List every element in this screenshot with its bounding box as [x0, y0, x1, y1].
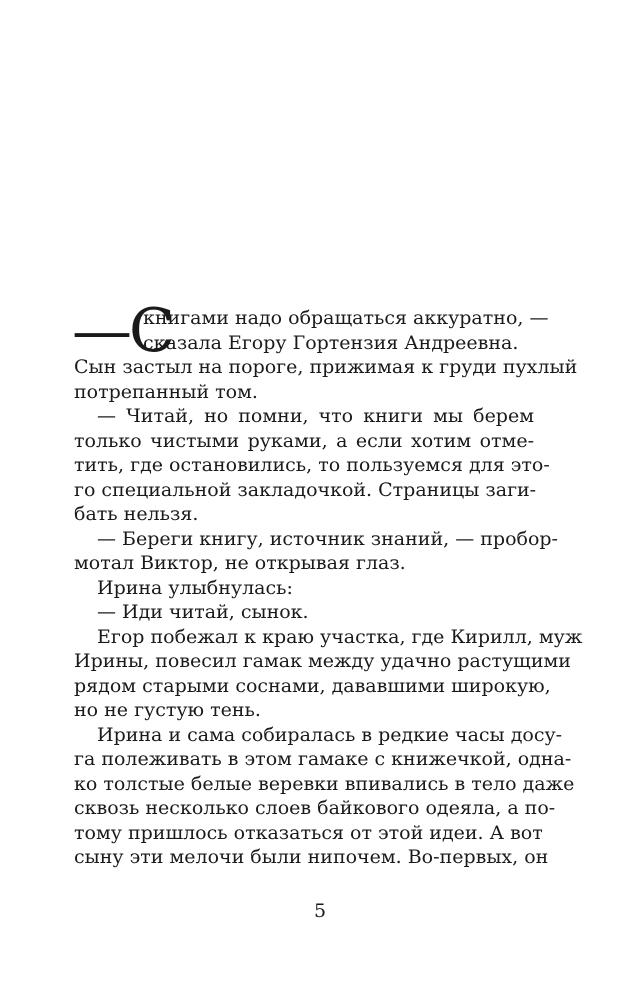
text-line: сказала Егору Гортензия Андреевна.	[143, 331, 519, 354]
text-line: — Иди читай, сынок.	[97, 601, 309, 623]
chapter-text	[72, 296, 583, 870]
text-line: мотал Виктор, не открывая глаз.	[74, 552, 406, 574]
text-line: го специальной закладочкой. Страницы заги-	[74, 478, 537, 501]
text-line: сыну эти мелочи были нипочем. Во-первых, он	[74, 846, 549, 868]
text-line: — Читай, но помни, что книги мы берем	[97, 405, 534, 427]
text-line: Ирина улыбнулась:	[97, 576, 293, 599]
text-line: Сын застыл на пороге, прижимая к груди пухлый	[74, 356, 578, 378]
text-line: рядом старыми соснами, дававшими широкую,	[74, 674, 551, 697]
opening-paragraph	[72, 296, 549, 366]
text-line: га полеживать в этом гамаке с книжечкой, одна-	[74, 748, 572, 770]
text-line: Ирины, повесил гамак между удачно растущими	[74, 650, 571, 672]
text-line: — Береги книгу, источник знаний, — пробор-	[97, 527, 558, 550]
text-line: но не густую тень.	[74, 699, 261, 721]
text-line: только чистыми руками, а если хотим отме-	[74, 429, 534, 452]
text-line: ко толстые белые веревки впивались в тело даже	[74, 772, 575, 795]
text-line: тить, где остановились, то пользуемся для это-	[74, 454, 550, 476]
page-number: 5	[313, 900, 327, 922]
text-line: Егор побежал к краю участка, где Кирилл, муж	[97, 625, 583, 648]
text-line: бать нельзя.	[74, 503, 199, 525]
drop-cap: —С	[72, 296, 172, 366]
text-line: потрепанный том.	[74, 380, 258, 403]
text-line: тому пришлось отказаться от этой идеи. А вот	[74, 821, 543, 844]
text-line: Ирина и сама собиралась в редкие часы досу-	[97, 723, 563, 746]
text-line: книгами надо обращаться аккуратно, —	[143, 307, 549, 329]
text-line: сквозь несколько слоев байкового одеяла, а по-	[74, 797, 556, 819]
